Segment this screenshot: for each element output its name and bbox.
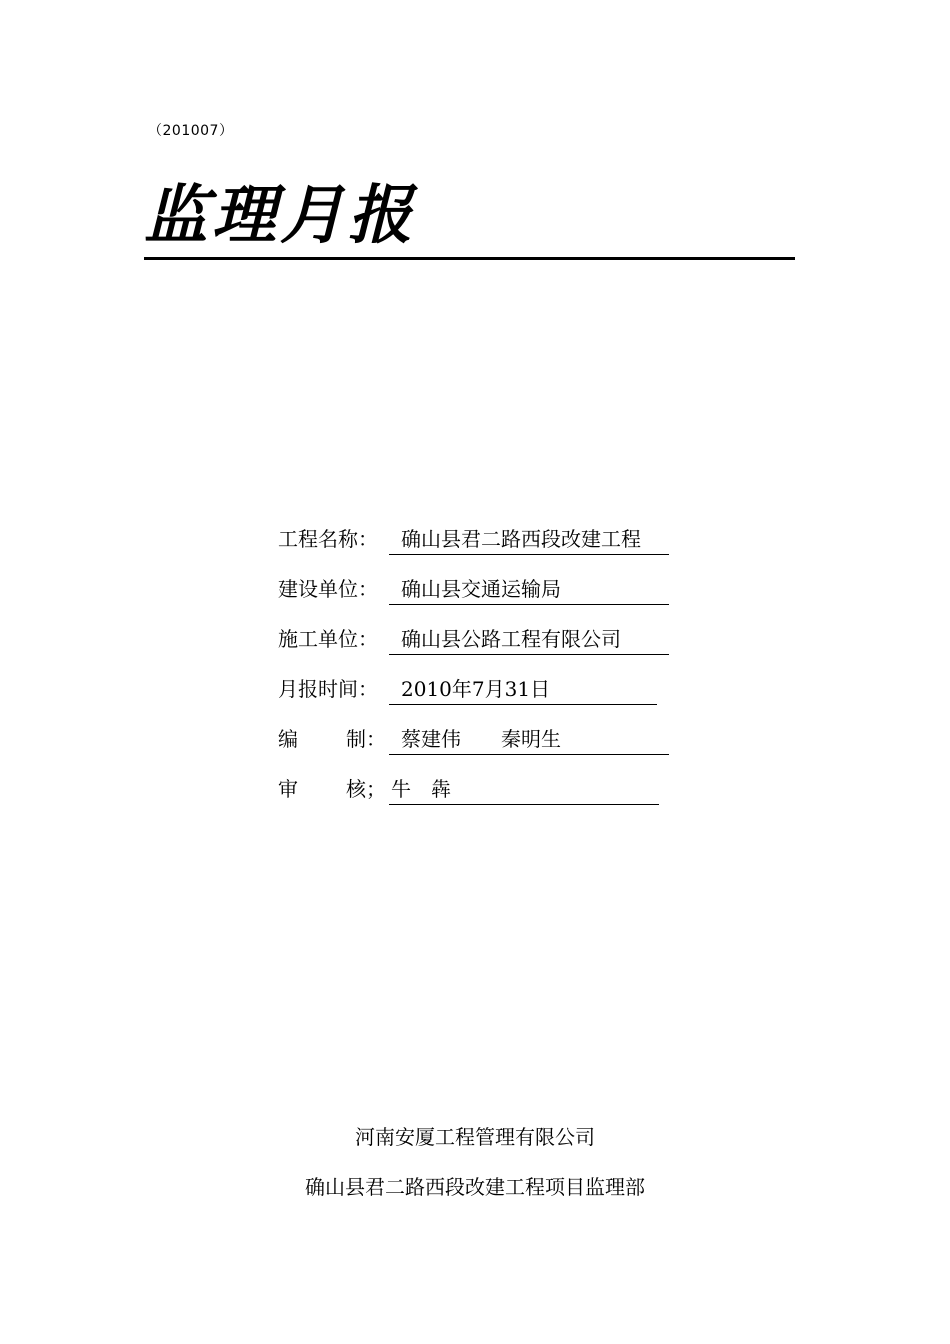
info-value-report-date: 2010年7月31日 xyxy=(389,674,657,705)
info-label-char: 审 xyxy=(278,777,298,801)
info-value-compiler: 蔡建伟 秦明生 xyxy=(389,724,669,755)
info-label: 月报时间： xyxy=(278,677,378,701)
footer-department: 确山县君二路西段改建工程项目监理部 xyxy=(305,1175,645,1199)
info-label-char: 核； xyxy=(346,777,386,801)
info-row-report-date xyxy=(278,674,678,724)
info-row-project-name xyxy=(278,524,678,574)
info-label: 施工单位： xyxy=(278,627,378,651)
project-info-block xyxy=(278,524,678,824)
title-underline xyxy=(144,176,795,260)
info-label: 工程名称： xyxy=(278,527,378,551)
info-row-compiler xyxy=(278,724,678,774)
report-title: 监理月报 xyxy=(144,179,416,253)
info-row-owner xyxy=(278,574,678,624)
document-code: （201007） xyxy=(148,123,234,139)
info-value-reviewer: 牛 犇 xyxy=(389,774,659,805)
info-value-contractor: 确山县公路工程有限公司 xyxy=(389,624,669,655)
info-label-char: 制： xyxy=(346,727,386,751)
info-label-char: 编 xyxy=(278,727,298,751)
info-row-reviewer xyxy=(278,774,678,824)
info-value-project-name: 确山县君二路西段改建工程 xyxy=(389,524,669,555)
info-row-contractor xyxy=(278,624,678,674)
info-value-owner: 确山县交通运输局 xyxy=(389,574,669,605)
info-label: 建设单位： xyxy=(278,577,378,601)
footer-company: 河南安厦工程管理有限公司 xyxy=(355,1125,595,1149)
